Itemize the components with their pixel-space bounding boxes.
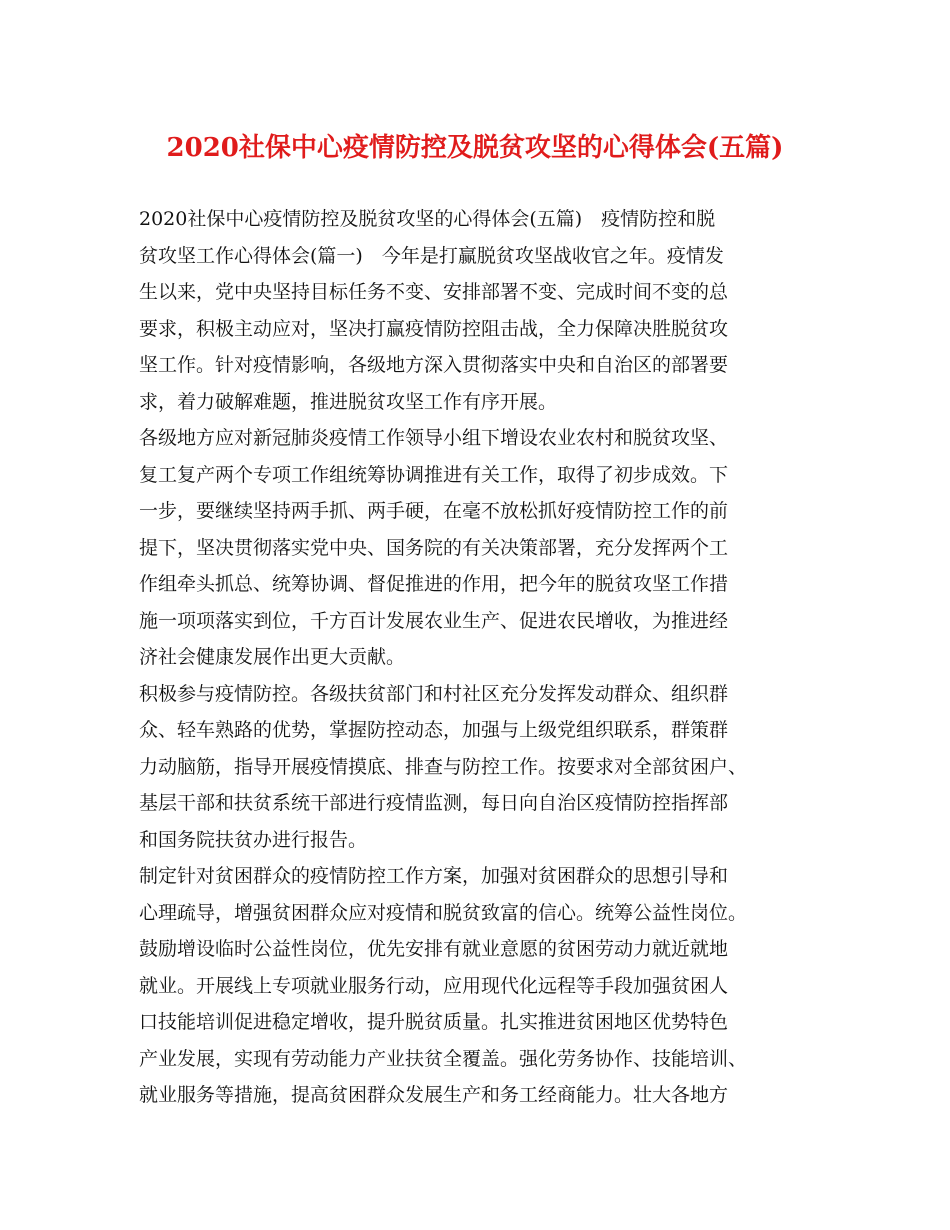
text-line: 生以来，党中央坚持目标任务不变、安排部署不变、完成时间不变的总 (139, 281, 729, 303)
text-line: 积极参与疫情防控。各级扶贫部门和村社区充分发挥发动群众、组织群 (139, 682, 729, 705)
text-line: 作组牵头抓总、统筹协调、督促推进的作用，把今年的脱贫攻坚工作措 (139, 573, 729, 595)
text-line: 心理疏导，增强贫困群众应对疫情和脱贫致富的信心。统筹公益性岗位。 (139, 901, 748, 924)
text-line: 要求，积极主动应对，坚决打赢疫情防控阻击战，全力保障决胜脱贫攻 (139, 317, 729, 340)
text-line: 口技能培训促进稳定增收，提升脱贫质量。扎实推进贫困地区优势特色 (139, 1011, 729, 1033)
text-line: 就业服务等措施，提高贫困群众发展生产和务工经商能力。壮大各地方 (139, 1084, 729, 1106)
text-line: 提下，坚决贯彻落实党中央、国务院的有关决策部署，充分发挥两个工 (139, 536, 729, 559)
text-line: 济社会健康发展作出更大贡献。 (139, 646, 406, 668)
text-line: 制定针对贫困群众的疫情防控工作方案，加强对贫困群众的思想引导和 (139, 865, 729, 887)
text-line: 和国务院扶贫办进行报告。 (139, 828, 368, 851)
text-line: 各级地方应对新冠肺炎疫情工作领导小组下增设农业农村和脱贫攻坚、 (139, 427, 729, 449)
text-line: 就业。开展线上专项就业服务行动，应用现代化远程等手段加强贫困人 (139, 974, 729, 997)
text-line: 坚工作。针对疫情影响，各级地方深入贯彻落实中央和自治区的部署要 (139, 354, 729, 376)
document-body (139, 201, 829, 1114)
text-line: 求，着力破解难题，推进脱贫攻坚工作有序开展。 (139, 390, 558, 413)
text-line: 2020社保中心疫情防控及脱贫攻坚的心得体会(五篇) 疫情防控和脱 (139, 208, 716, 230)
text-line: 鼓励增设临时公益性岗位，优先安排有就业意愿的贫困劳动力就近就地 (139, 938, 729, 960)
text-line: 力动脑筋，指导开展疫情摸底、排查与防控工作。按要求对全部贫困户、 (139, 755, 748, 778)
document-title: 2020社保中心疫情防控及脱贫攻坚的心得体会(五篇) (166, 133, 784, 163)
text-line: 一步，要继续坚持两手抓、两手硬，在毫不放松抓好疫情防控工作的前 (139, 500, 729, 522)
text-line: 复工复产两个专项工作组统筹协调推进有关工作，取得了初步成效。下 (139, 463, 729, 486)
text-line: 产业发展，实现有劳动能力产业扶贫全覆盖。强化劳务协作、技能培训、 (139, 1047, 748, 1070)
text-line: 贫攻坚工作心得体会(篇一) 今年是打赢脱贫攻坚战收官之年。疫情发 (139, 244, 724, 267)
text-line: 众、轻车熟路的优势，掌握防控动态，加强与上级党组织联系，群策群 (139, 719, 729, 741)
text-line: 基层干部和扶贫系统干部进行疫情监测，每日向自治区疫情防控指挥部 (139, 792, 729, 814)
text-line: 施一项项落实到位，千方百计发展农业生产、促进农民增收，为推进经 (139, 609, 729, 632)
